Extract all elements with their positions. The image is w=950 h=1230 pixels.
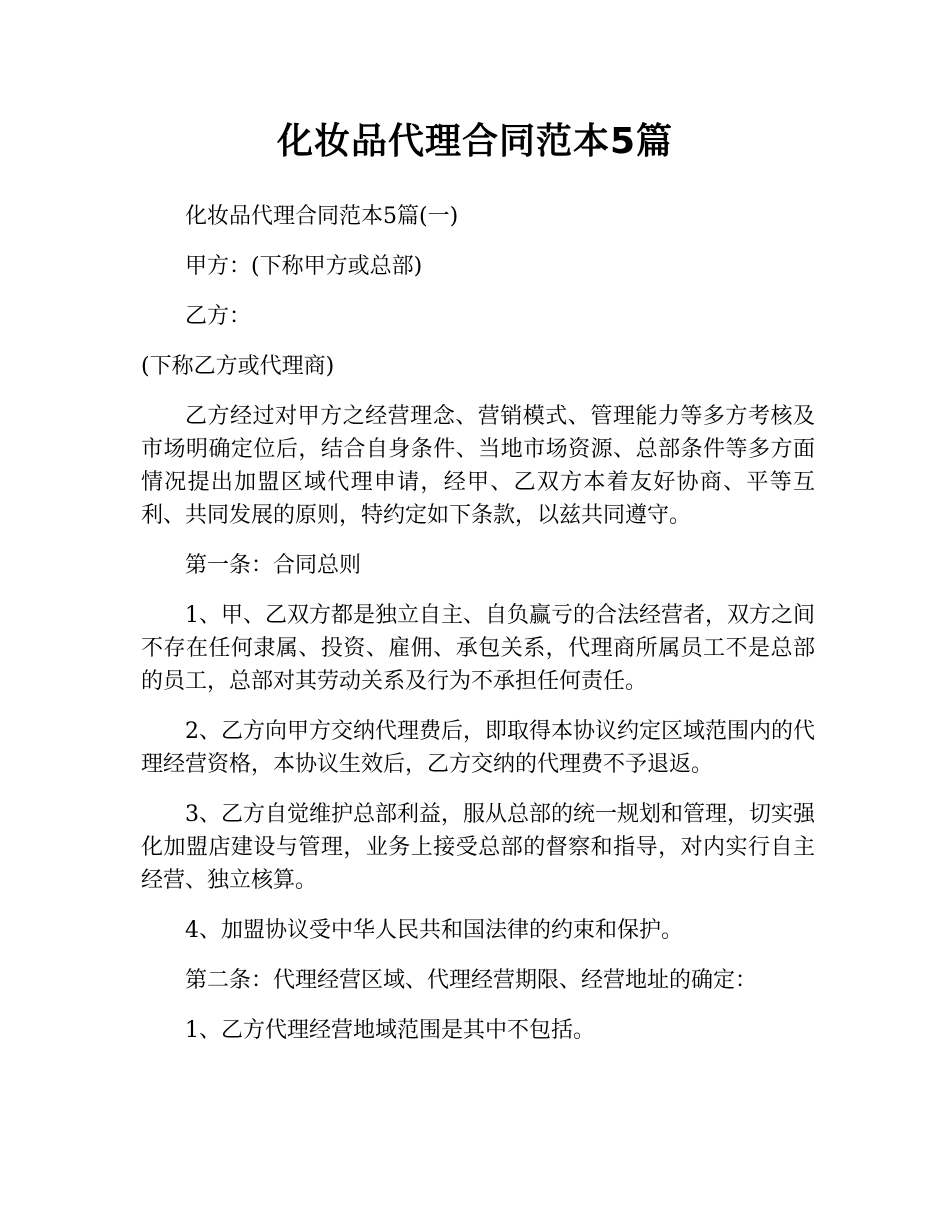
document-body [141, 200, 815, 1047]
paragraph-party-b: 乙方： [185, 304, 252, 329]
paragraph-preamble: 乙方经过对甲方之经营理念、营销模式、管理能力等多方考核及市场明确定位后，结合自身条件、当地市场资源、总部条件等多方面情况提出加盟区域代理申请，经甲、乙双方本着友好协商、平等互利、共同发展的原则，特约定如下条款，以兹共同遵守。 [141, 404, 815, 528]
paragraph-article-1-item-3: 3、乙方自觉维护总部利益，服从总部的统一规划和管理，切实强化加盟店建设与管理，业务上接受总部的督察和指导，对内实行自主经营、独立核算。 [141, 802, 815, 893]
paragraph-article-2-item-1: 1、乙方代理经营地域范围是其中不包括。 [185, 1018, 595, 1043]
paragraph-article-1-item-2: 2、乙方向甲方交纳代理费后，即取得本协议约定区域范围内的代理经营资格，本协议生效后，乙方交纳的代理费不予退返。 [141, 719, 815, 777]
document-title: 化妆品代理合同范本5篇 [276, 121, 674, 162]
paragraph-article-1-heading: 第一条：合同总则 [185, 553, 362, 578]
paragraph-subtitle: 化妆品代理合同范本5篇(一) [185, 204, 459, 229]
paragraph-article-1-item-1: 1、甲、乙双方都是独立自主、自负赢亏的合法经营者，双方之间不存在任何隶属、投资、雇佣、承包关系，代理商所属员工不是总部的员工，总部对其劳动关系及行为不承担任何责任。 [141, 603, 815, 694]
paragraph-party-a: 甲方：(下称甲方或总部) [185, 254, 423, 279]
paragraph-article-1-item-4: 4、加盟协议受中华人民共和国法律的约束和保护。 [185, 918, 683, 943]
paragraph-article-2-heading: 第二条：代理经营区域、代理经营期限、经营地址的确定： [185, 968, 758, 993]
paragraph-party-b-note: (下称乙方或代理商) [141, 354, 335, 379]
